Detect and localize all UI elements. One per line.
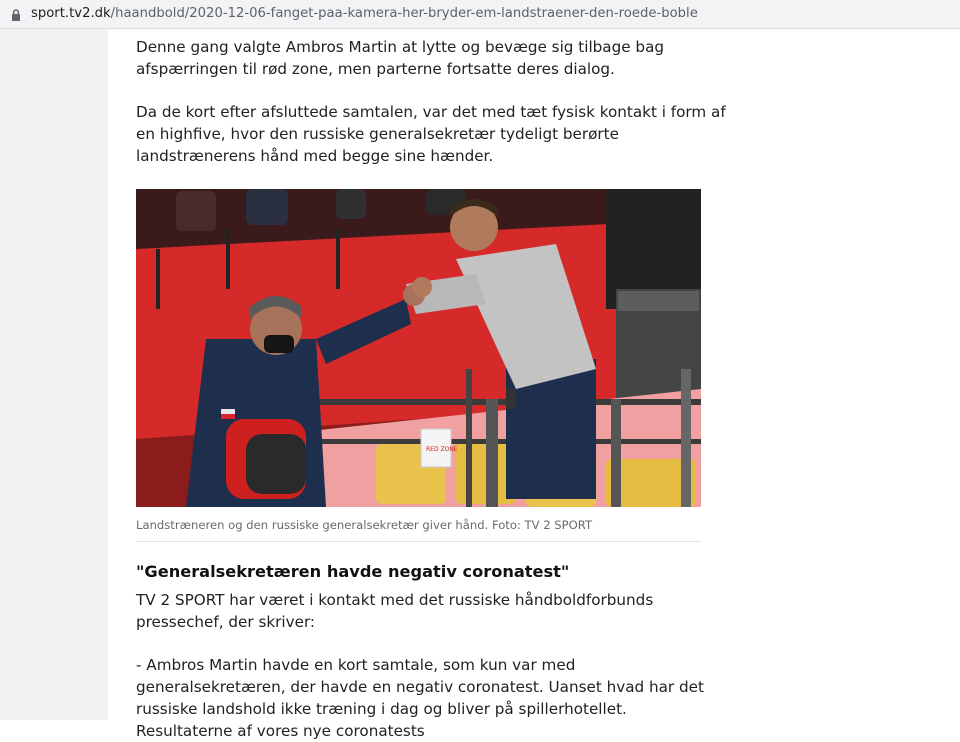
divider [136,541,701,542]
photo-illustration [136,189,701,507]
article-paragraph: Denne gang valgte Ambros Martin at lytte og bevæge sig tilbage bag afspærringen til rød zone, men parterne fortsatte deres dialog. [136,38,665,78]
red-zone-sign: RED ZONE [426,446,458,453]
url-path: /haandbold/2020-12-06-fanget-paa-kamera-her-bryder-em-landstraener-den-roede-boble [110,6,698,21]
article-photo[interactable] [136,189,701,507]
url-text[interactable] [31,6,698,22]
article-paragraph: - Ambros Martin havde en kort samtale, som kun var med generalsekretæren, der havde en negativ coronatest. Uanset hvad har det russiske landshold ikke træning i dag og bliver på spillerhotellet. Resultaterne af vores nye coronatests [136,656,704,740]
article-paragraph: TV 2 SPORT har været i kontakt med det russiske håndboldforbunds pressechef, der skriver: [136,591,654,631]
article-subheading: "Generalsekretæren havde negativ coronatest" [136,562,570,581]
left-gutter [0,29,108,720]
lock-icon[interactable] [9,7,23,21]
url-host: sport.tv2.dk [31,6,111,21]
article-paragraph: Da de kort efter afsluttede samtalen, var det med tæt fysisk kontakt i form af en highfive, hvor den russiske generalsekretær tydeligt berørte landstrænerens hånd med begge sine hænder. [136,103,726,165]
photo-caption: Landstræneren og den russiske generalsekretær giver hånd. Foto: TV 2 SPORT [136,518,593,532]
browser-address-bar[interactable] [0,0,960,29]
